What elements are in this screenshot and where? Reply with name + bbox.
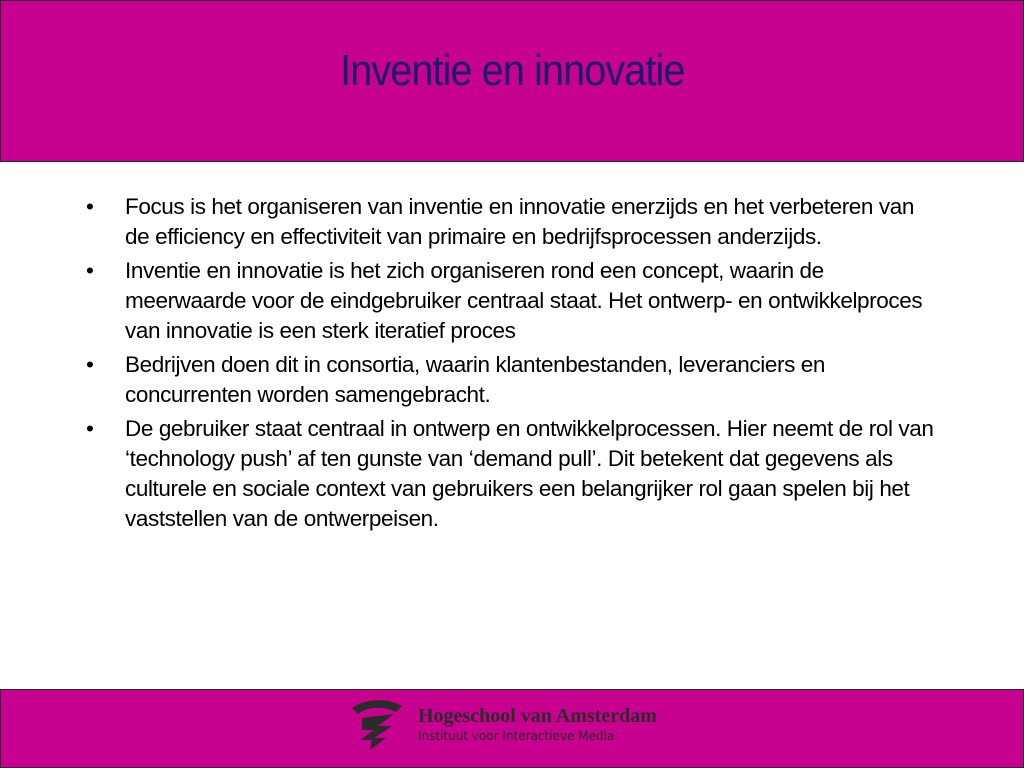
bullet-item	[84, 414, 944, 534]
slide-title: Inventie en innovatie	[339, 46, 685, 95]
bullet-icon: •	[86, 258, 94, 283]
bullet-list	[84, 192, 944, 534]
bullet-text: Bedrijven doen dit in consortia, waarin klantenbestanden, leveranciers en concurrenten worden samengebracht.	[125, 352, 825, 407]
bullet-icon: •	[86, 194, 94, 219]
bullet-icon: •	[86, 416, 94, 441]
bullet-text: Inventie en innovatie is het zich organiseren rond een concept, waarin de meerwaarde voor de eindgebruiker centraal staat. Het ontwerp- en ontwikkelproces van innovatie is een sterk iteratief proces	[125, 258, 923, 343]
org-logo	[348, 698, 657, 750]
org-name: Hogeschool van Amsterdam	[418, 705, 657, 727]
slide-content	[84, 192, 944, 538]
bullet-item	[84, 256, 944, 346]
bullet-text: Focus is het organiseren van inventie en innovatie enerzijds en het verbeteren van de efficiency en effectiviteit van primaire en bedrijfsprocessen anderzijds.	[125, 194, 914, 249]
bullet-item	[84, 350, 944, 410]
bullet-text: De gebruiker staat centraal in ontwerp en ontwikkelprocessen. Hier neemt de rol van ‘technology push’ af ten gunste van ‘demand pull’. Dit betekent dat gegevens als culturele en sociale context van gebruikers een belangrijker rol gaan spelen bij het vaststellen van de ontwerpeisen.	[125, 416, 934, 531]
logo-text	[418, 704, 657, 744]
hva-logo-icon	[348, 698, 408, 750]
bullet-icon: •	[86, 352, 94, 377]
bullet-item	[84, 192, 944, 252]
slide-header	[0, 0, 1024, 162]
org-subtitle: Instituut voor Interactieve Media	[418, 729, 615, 743]
